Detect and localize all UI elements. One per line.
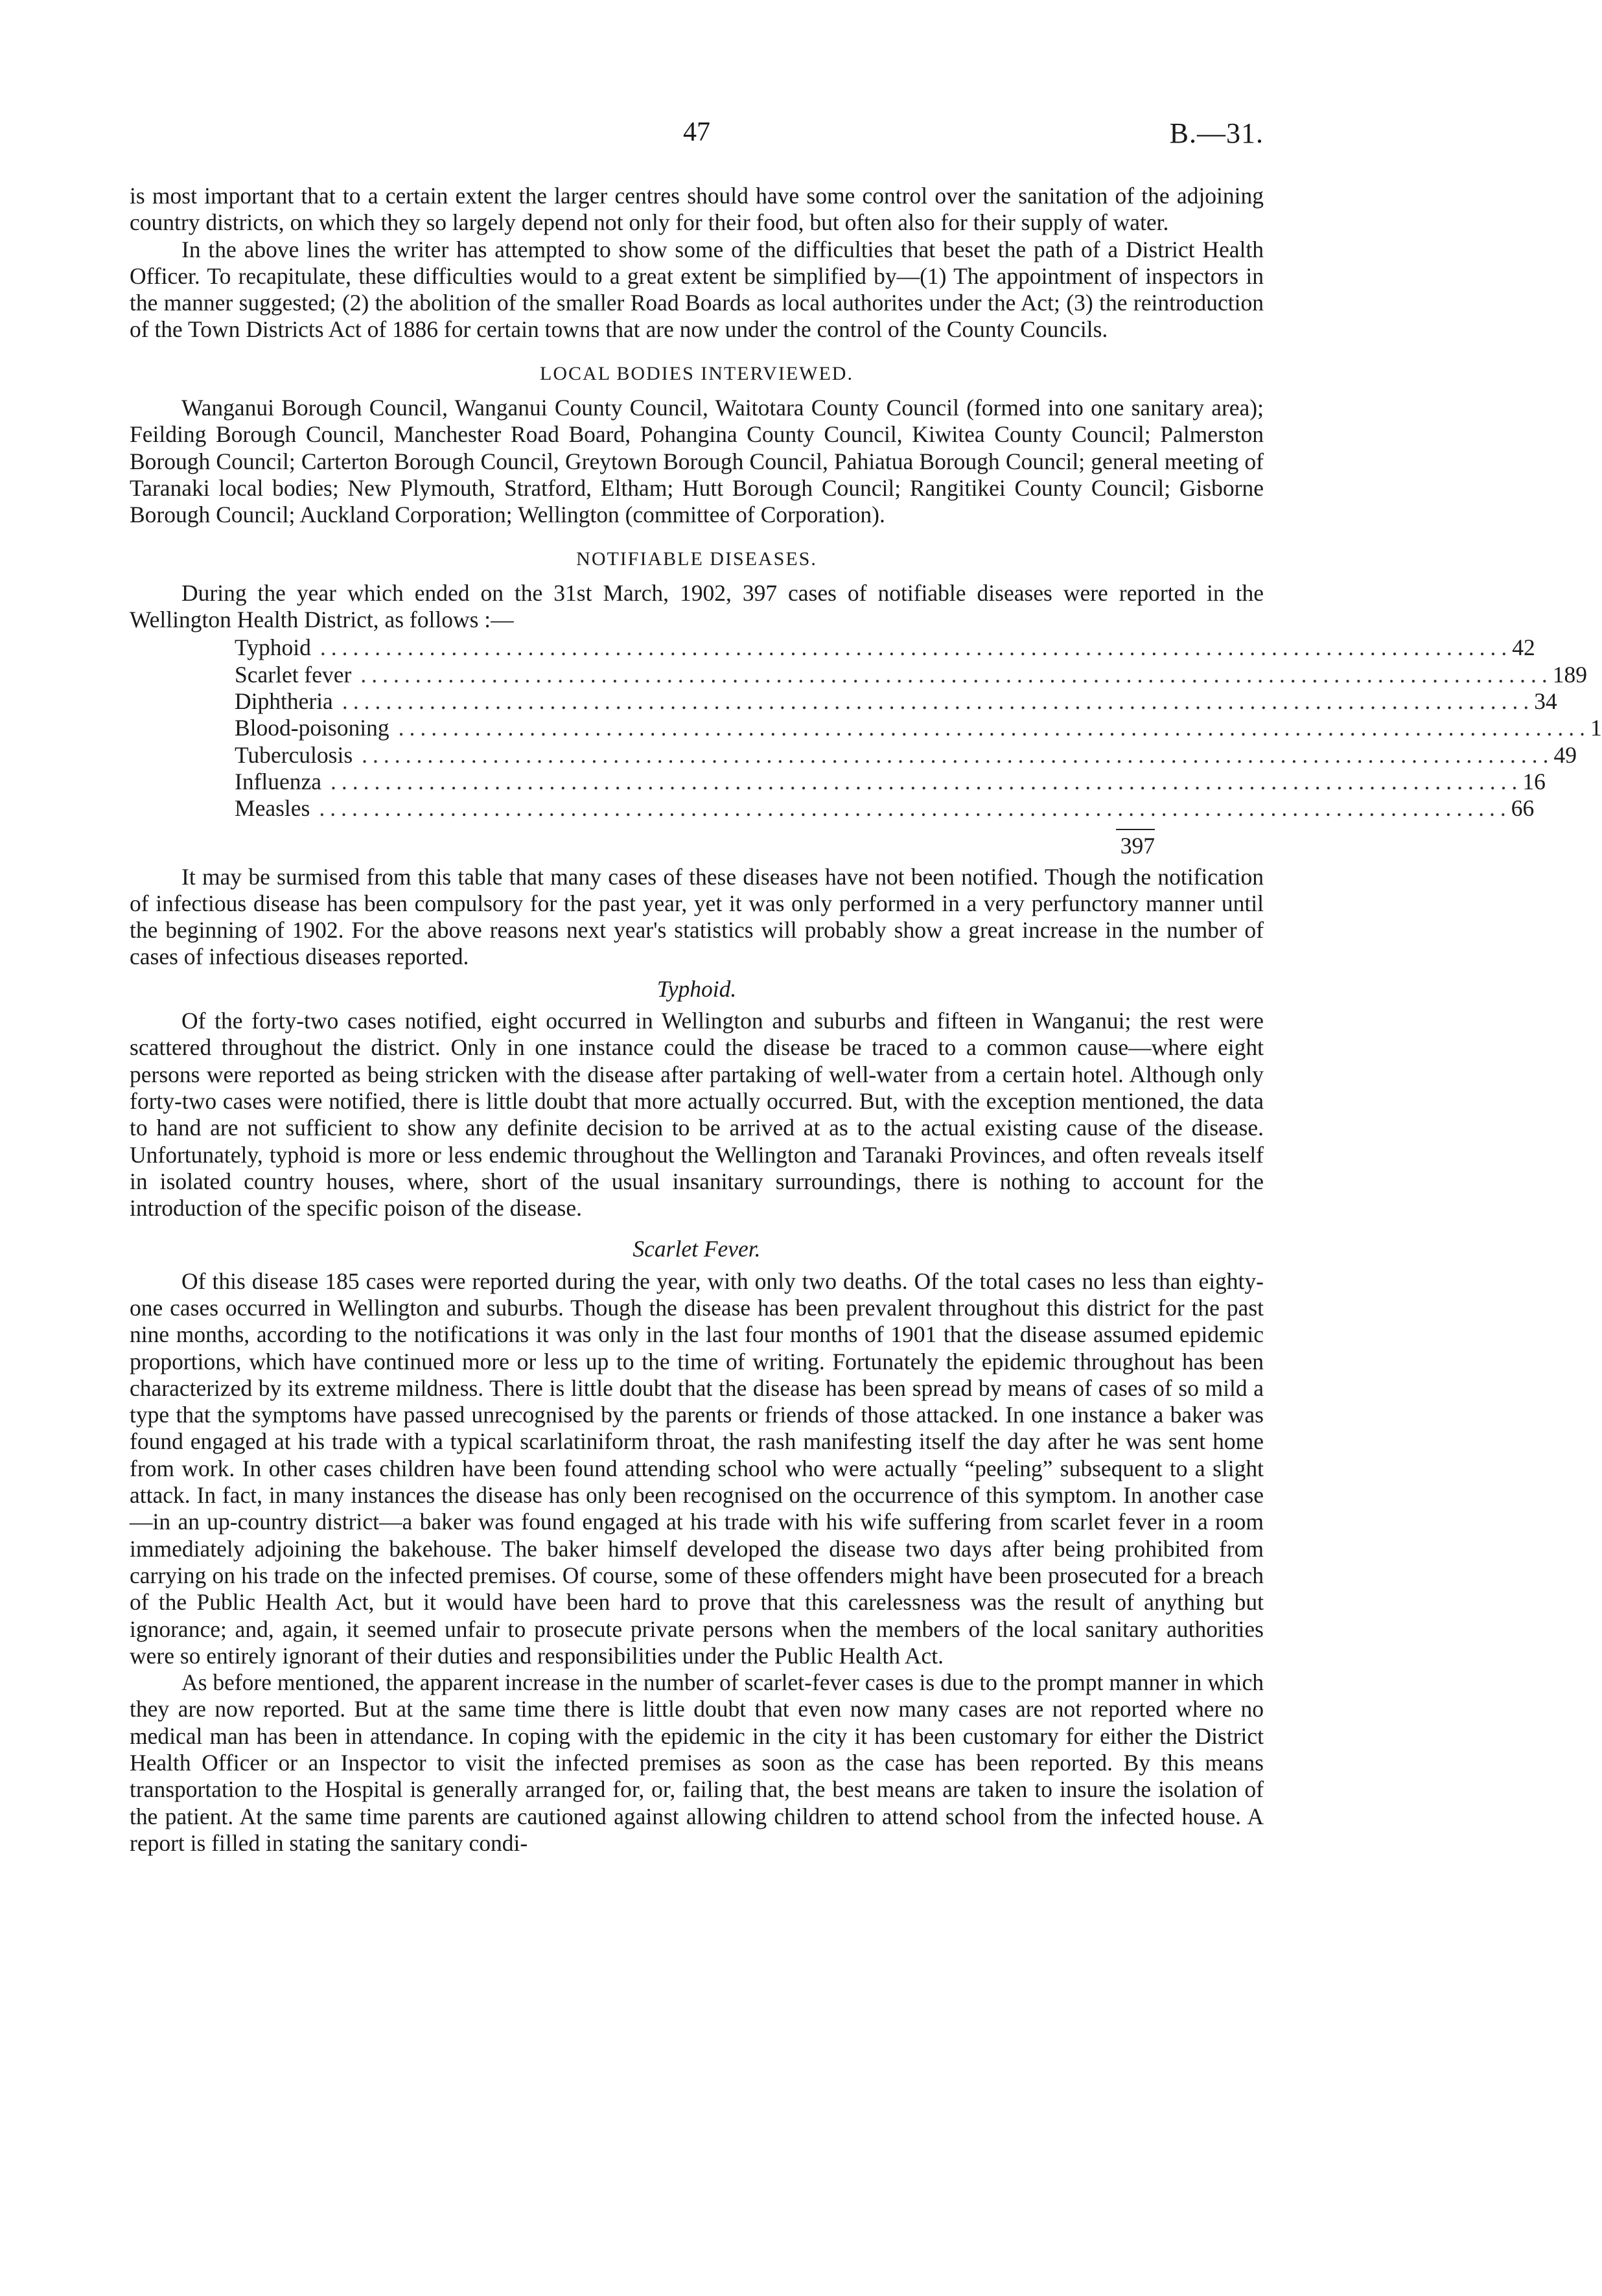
table-total-row <box>235 833 1155 861</box>
heading-typhoid: Typhoid. <box>656 975 737 1002</box>
total-cases: 397 <box>1120 832 1155 859</box>
disease-cases: 66 <box>1511 795 1535 822</box>
table-row <box>235 715 1602 741</box>
total-rule <box>1116 829 1155 830</box>
heading-local-bodies: LOCAL BODIES INTERVIEWED. <box>540 362 853 384</box>
disease-name: Influenza <box>235 768 322 794</box>
heading-notifiable-diseases: NOTIFIABLE DISEASES. <box>576 548 817 570</box>
disease-cases: 49 <box>1553 741 1577 768</box>
table-row <box>235 634 1535 661</box>
disease-cases: 1 <box>1590 715 1602 741</box>
table-row <box>235 795 1535 822</box>
paragraph-local-bodies: Wanganui Borough Council, Wanganui County Council, Waitotara County Council (formed into one sanitary area); Feilding Borough Council, Manchester Road Board, Pohangina County Council, Kiwitea County Council; Palmerston Borough Council; Carterton Borough Council, Greytown Borough Council, Pahiatua Borough Council; general meeting of Taranaki local bodies; New Plymouth, Stratford, Eltham; Hutt Borough Council; Rangitikei County Council; Gisborne Borough Council; Auckland Corporation; Wellington (committee of Corporation). <box>130 395 1264 528</box>
disease-name: Blood-poisoning <box>235 715 389 741</box>
table-row <box>235 768 1546 795</box>
disease-cases: 34 <box>1534 688 1557 715</box>
paragraph-recapitulation: In the above lines the writer has attempted to show some of the difficulties that beset the path of a District Health Officer. To recapitulate, these difficulties would to a great extent be simplified by—(1) The appointment of inspectors in the manner suggested; (2) the abolition of the smaller Road Boards as local authorites under the Act; (3) the reintroduction of the Town Districts Act of 1886 for certain towns that are now under the control of the County Councils. <box>130 236 1264 343</box>
disease-name: Diphtheria <box>235 688 333 715</box>
document-body <box>130 183 1602 1857</box>
disease-cases: 42 <box>1512 634 1535 661</box>
disease-table <box>235 634 1602 861</box>
disease-name: Measles <box>235 795 310 822</box>
leader-dots: ............................................................................................................. <box>360 661 1553 688</box>
disease-name: Scarlet fever <box>235 661 352 688</box>
paragraph-scarlet-fever-1: Of this disease 185 cases were reported during the year, with only two deaths. Of the total cases no less than eighty-one cases occurred in Wellington and suburbs. Though the disease has been prevalent throughout this district for the past nine months, according to the notifications it was only in the last four months of 1901 that the disease assumed epidemic proportions, which have continued more or less up to the time of writing. Fortunately the epidemic throughout has been characterized by its extreme mildness. There is little doubt that the disease has been spread by means of cases of so mild a type that the symptoms have passed unrecognised by the parents or friends of those attacked. In one instance a baker was found engaged at his trade with a typical scarlatiniform throat, the rash manifesting itself the day after he was sent home from work. In other cases children have been found attending school who were actually “peeling” subsequent to a slight attack. In fact, in many instances the disease has only been recognised on the occurrence of this symptom. In another case—in an up-country district—a baker was found engaged at his trade with his wife suffering from scarlet fever in a room immediately adjoining the bakehouse. The baker himself developed the disease two days after being prohibited from carrying on his trade on the infected premises. Of course, some of these offenders might have been prosecuted for a breach of the Public Health Act, but it would have been hard to prove that this carelessness was the result of anything but ignorance; and, again, it seemed unfair to prosecute private persons when the members of the local sanitary authorities were so entirely ignorant of their duties and responsibilities under the Public Health Act. <box>130 1268 1264 1669</box>
paragraph-continuation: is most important that to a certain extent the larger centres should have some control over the sanitation of the adjoining country districts, on which they so largely depend not only for their food, but often also for their supply of water. <box>130 183 1264 236</box>
paragraph-typhoid: Of the forty-two cases notified, eight occurred in Wellington and suburbs and fifteen in Wanganui; the rest were scattered throughout the district. Only in one instance could the disease be traced to a common cause—where eight persons were reported as being stricken with the disease after partaking of well-water from a certain hotel. Although only forty-two cases were notified, there is little doubt that more actually occurred. But, with the exception mentioned, the data to hand are not sufficient to show any definite decision to be arrived at as to the actual existing cause of the disease. Unfortunately, typhoid is more or less endemic throughout the Wellington and Taranaki Provinces, and often reveals itself in isolated country houses, where, short of the usual insanitary surroundings, there is nothing to account for the introduction of the specific poison of the disease. <box>130 1008 1264 1222</box>
leader-dots: ............................................................................................................. <box>319 634 1513 661</box>
leader-dots: ............................................................................................................. <box>319 795 1511 822</box>
table-row <box>235 688 1557 715</box>
table-row <box>235 741 1577 769</box>
disease-cases: 189 <box>1552 661 1587 688</box>
disease-cases: 16 <box>1522 768 1546 794</box>
leader-dots: ............................................................................................................. <box>331 768 1523 794</box>
table-row <box>235 661 1587 688</box>
paragraph-notifiable-intro: During the year which ended on the 31st March, 1902, 397 cases of notifiable diseases were reported in the Wellington Health District, as follows :— <box>130 579 1264 633</box>
disease-name: Typhoid <box>235 634 311 661</box>
document-reference: B.—31. <box>1169 117 1264 149</box>
leader-dots: ............................................................................................................. <box>342 688 1535 715</box>
paragraph-notifiable-after: It may be surmised from this table that many cases of these diseases have not been notified. Though the notification of infectious disease has been compulsory for the past year, yet it was only performed in a very perfunctory manner until the beginning of 1902. For the above reasons next year's statistics will probably show a great increase in the number of cases of infectious diseases reported. <box>130 863 1264 970</box>
paragraph-scarlet-fever-2: As before mentioned, the apparent increase in the number of scarlet-fever cases is due to the prompt manner in which they are now reported. But at the same time there is little doubt that even now many cases are not reported where no medical man has been in attendance. In coping with the epidemic in the city it has been customary for either the District Health Officer or an Inspector to visit the infected premises as soon as the case has been reported. By this means transportation to the Hospital is generally arranged for, or, failing that, the best means are taken to insure the isolation of the patient. At the same time parents are cautioned against allowing children to attend school from the infected house. A report is filled in stating the sanitary condi- <box>130 1669 1264 1856</box>
page-header <box>130 117 1264 156</box>
heading-scarlet-fever: Scarlet Fever. <box>633 1236 761 1262</box>
disease-name: Tuberculosis <box>235 741 353 768</box>
leader-dots: ............................................................................................................. <box>398 715 1591 741</box>
leader-dots: ............................................................................................................. <box>362 741 1554 768</box>
page-number: 47 <box>683 117 710 147</box>
